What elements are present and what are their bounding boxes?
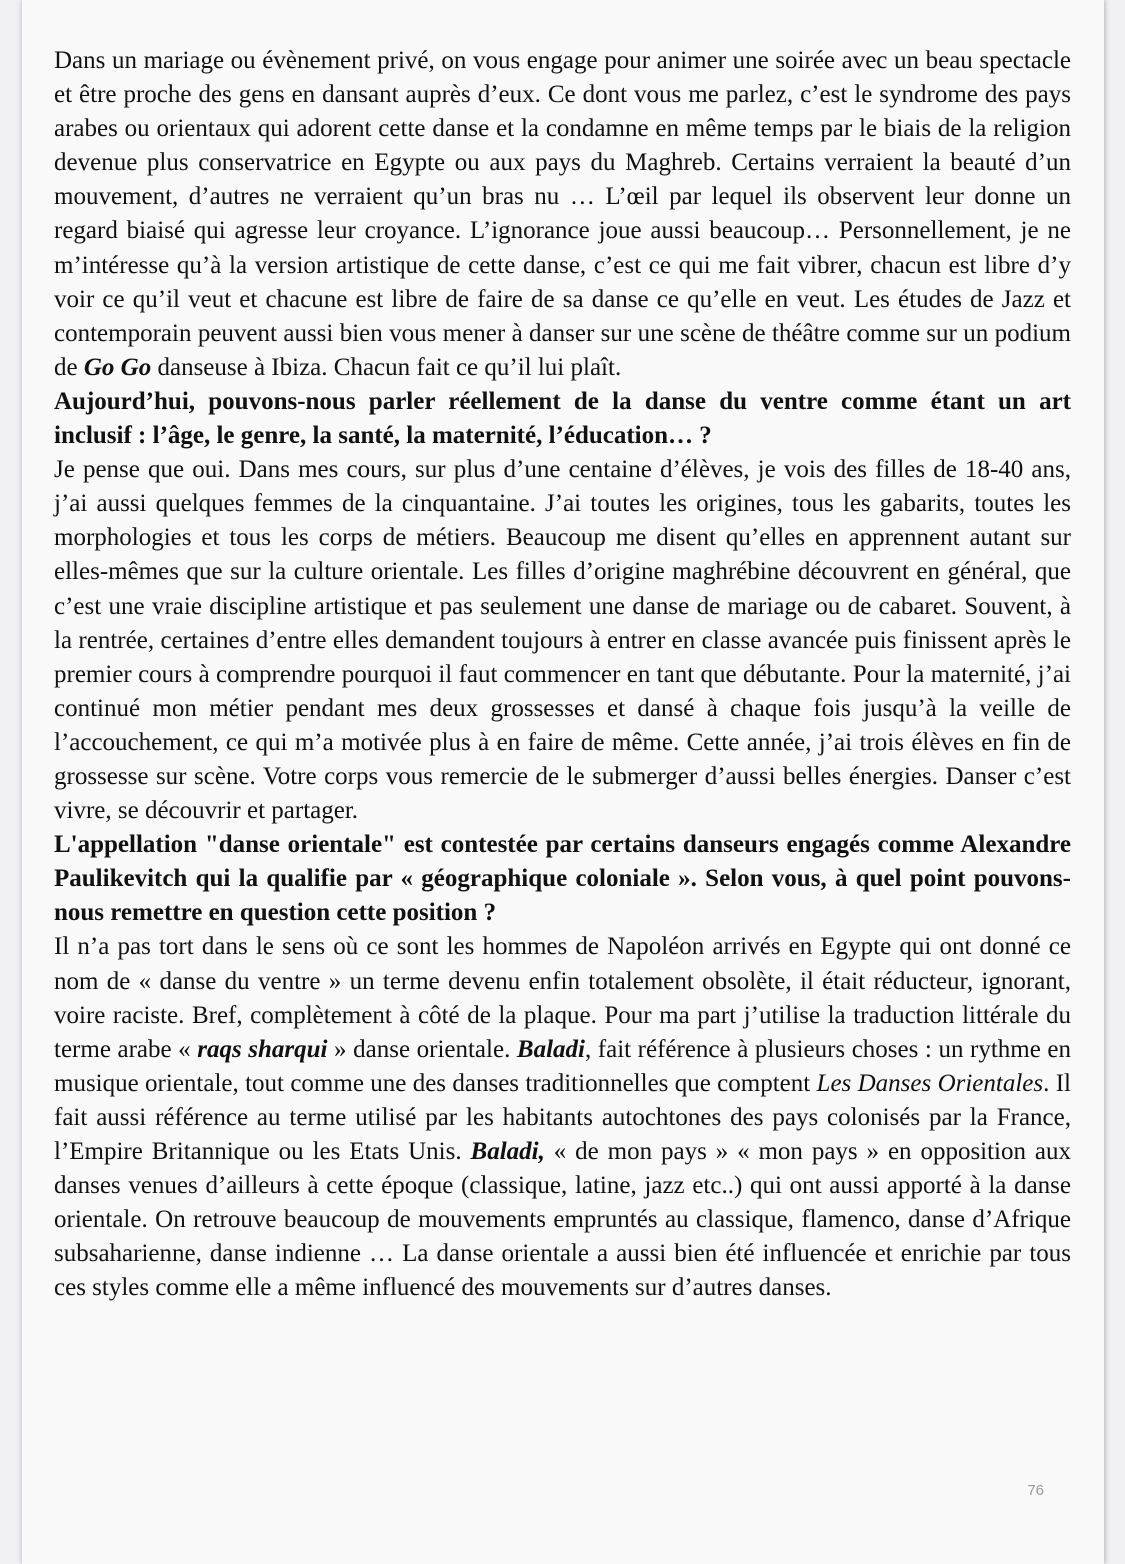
question-3: L'appellation "danse orientale" est contestée par certains danseurs engagés comme Alexandre Paulikevitch qui la qualifie par « géographique coloniale ». Selon vous, à quel point pouvons-nous remettre en question cette position ? [54,831,1071,927]
answer-3-text-2: » danse orientale. [327,1035,517,1063]
answer-1-emphasis-gogo: Go Go [83,353,152,381]
page-number: 76 [1027,1482,1044,1499]
answer-paragraph-3 [54,930,1071,1305]
answer-3-emphasis-raqs-sharqui: raqs sharqui [197,1035,328,1063]
answer-3-emphasis-les-danses-orientales: Les Danses Orientales [816,1069,1044,1097]
answer-3-text-1: Il n’a pas tort dans le sens où ce sont les hommes de Napoléon arrivés en Egypte qui ont donné ce nom de « danse du ventre » un terme devenu enfin totalement obsolète, il était réducteur, ignorant, voire raciste. Bref, complètement à côté de la plaque. Pour ma part j’utilise la traduction littérale du terme arabe « [54,933,1071,1063]
answer-1-text-a: Dans un mariage ou évènement privé, on vous engage pour animer une soirée avec un beau spectacle et être proche des gens en dansant auprès d’eux. Ce dont vous me parlez, c’est le syndrome des pays arabes ou orientaux qui adorent cette danse et la condamne en même temps par le biais de la religion devenue plus conservatrice en Egypte ou aux pays du Maghreb. Certains verraient la beauté d’un mouvement, d’autres ne verraient qu’un bras nu … L’œil par lequel ils observent leur donne un regard biaisé qui agresse leur croyance. L’ignorance joue aussi beaucoup… Personnellement, je ne m’intéresse qu’à la version artistique de cette danse, c’est ce qui me fait vibrer, chacun est libre d’y voir ce qu’il veut et chacune est libre de faire de sa danse ce qu’elle en veut. Les études de Jazz et contemporain peuvent aussi bien vous mener à danser sur une scène de théâtre comme sur un podium de [54,47,1071,381]
document-page [22,0,1104,1564]
answer-3-emphasis-baladi: Baladi [516,1035,585,1063]
answer-3-text-5: « de mon pays » « mon pays » en opposition aux danses venues d’ailleurs à cette époque (classique, latine, jazz etc..) qui ont aussi apporté à la danse orientale. On retrouve beaucoup de mouvements empruntés au classique, flamenco, danse d’Afrique subsaharienne, danse indienne … La danse orientale a aussi bien été influencée et enrichie par tous ces styles comme elle a même influencé des mouvements sur d’autres danses. [54,1138,1072,1302]
answer-paragraph-1 [54,44,1071,385]
answer-3-text-3: , fait référence à plusieurs choses : un rythme en musique orientale, tout comme une des danses traditionnelles que comptent [54,1035,1071,1097]
answer-paragraph-2: Je pense que oui. Dans mes cours, sur plus d’une centaine d’élèves, je vois des filles de 18-40 ans, j’ai aussi quelques femmes de la cinquantaine. J’ai toutes les origines, tous les gabarits, toutes les morphologies et tous les corps de métiers. Beaucoup me disent qu’elles en apprennent autant sur elles-mêmes que sur la culture orientale. Les filles d’origine maghrébine découvrent en général, que c’est une vraie discipline artistique et pas seulement une danse de mariage ou de cabaret. Souvent, à la rentrée, certaines d’entre elles demandent toujours à entrer en classe avancée puis finissent après le premier cours à comprendre pourquoi il faut commencer en tant que débutante. Pour la maternité, j’ai continué mon métier pendant mes deux grossesses et dansé à chaque fois jusqu’à la veille de l’accouchement, ce qui m’a motivée plus à en faire de même. Cette année, j’ai trois élèves en fin de grossesse sur scène. Votre corps vous remercie de le submerger d’aussi belles énergies. Danser c’est vivre, se découvrir et partager. [54,456,1071,825]
answer-3-emphasis-baladi-2: Baladi, [470,1138,545,1165]
answer-1-text-b: danseuse à Ibiza. Chacun fait ce qu’il lui plaît. [151,353,622,381]
article-body [54,44,1071,1305]
answer-3-text-4: . Il fait aussi référence au terme utilisé par les habitants autochtones des pays colonisés par la France, l’Empire Britannique ou les Etats Unis. [54,1069,1071,1165]
question-2: Aujourd’hui, pouvons-nous parler réellement de la danse du ventre comme étant un art inclusif : l’âge, le genre, la santé, la maternité, l’éducation… ? [54,387,1071,450]
